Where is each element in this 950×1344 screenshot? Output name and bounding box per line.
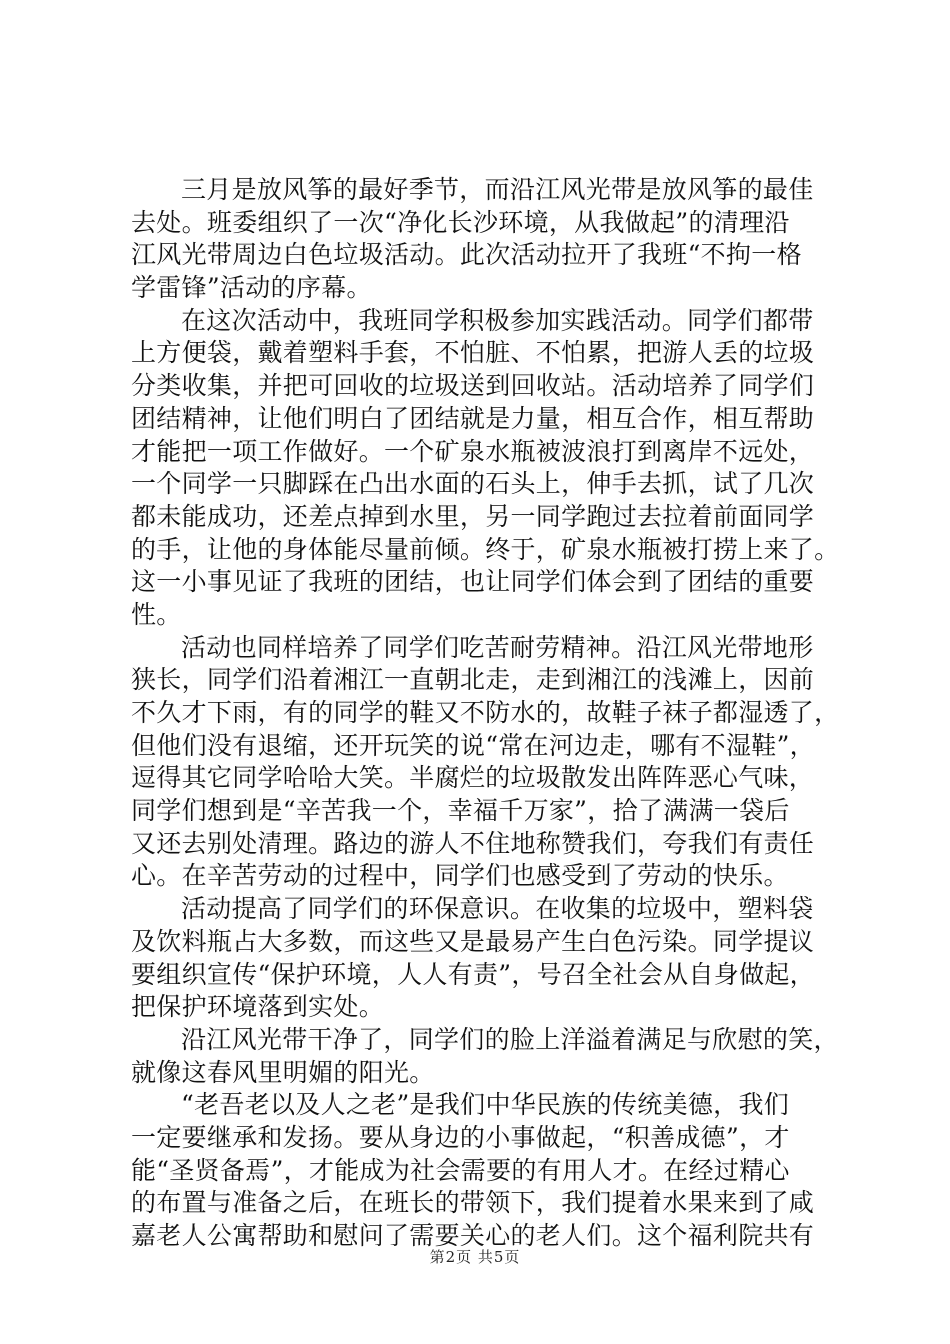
text-line: 上方便袋，戴着塑料手套，不怕脏、不怕累，把游人丢的垃圾 <box>131 338 815 368</box>
text-line: 这一小事见证了我班的团结，也让同学们体会到了团结的重要 <box>131 567 815 597</box>
text-line: 及饮料瓶占大多数，而这些又是最易产生白色污染。同学提议 <box>131 926 815 956</box>
text-line: 逗得其它同学哈哈大笑。半腐烂的垃圾散发出阵阵恶心气味， <box>131 763 815 793</box>
page-footer: 第2页 共5页 <box>429 1248 521 1266</box>
paragraph-first-line: 沿江风光带干净了，同学们的脸上洋溢着满足与欣慰的笑， <box>181 1024 839 1054</box>
paragraph-first-line: 三月是放风筝的最好季节，而沿江风光带是放风筝的最佳 <box>181 175 814 204</box>
text-line: 分类收集，并把可回收的垃圾送到回收站。活动培养了同学们 <box>131 371 815 401</box>
text-line: 性。 <box>131 599 182 629</box>
text-line: 但他们没有退缩，还开玩笑的说“常在河边走，哪有不湿鞋”， <box>131 730 815 760</box>
text-line: 就像这春风里明媚的阳光。 <box>131 1057 435 1087</box>
text-line: 要组织宣传“保护环境，人人有责”，号召全社会从自身做起， <box>131 959 815 989</box>
text-line: 不久才下雨，有的同学的鞋又不防水的，故鞋子袜子都湿透了， <box>131 698 840 727</box>
text-line: 学雷锋”活动的序幕。 <box>131 273 372 303</box>
text-line: 一定要继承和发扬。要从身边的小事做起，“积善成德”，才 <box>131 1122 790 1152</box>
text-line: 又还去别处清理。路边的游人不住地称赞我们，夸我们有责任 <box>131 828 815 858</box>
paragraph-first-line: 在这次活动中，我班同学积极参加实践活动。同学们都带 <box>181 305 814 335</box>
text-line: 把保护环境落到实处。 <box>131 992 385 1022</box>
text-line: 能“圣贤备焉”，才能成为社会需要的有用人才。在经过精心 <box>131 1155 790 1185</box>
text-line: 团结精神，让他们明白了团结就是力量，相互合作，相互帮助 <box>131 403 815 433</box>
text-line: 一个同学一只脚踩在凸出水面的石头上，伸手去抓，试了几次 <box>131 469 815 499</box>
paragraph-first-line: 活动提高了同学们的环保意识。在收集的垃圾中，塑料袋 <box>181 894 814 924</box>
paragraph-first-line: 活动也同样培养了同学们吃苦耐劳精神。沿江风光带地形 <box>181 632 814 662</box>
text-line: 都未能成功，还差点掉到水里，另一同学跑过去拉着前面同学 <box>131 501 815 531</box>
document-body <box>131 174 840 1253</box>
text-line: 的手，让他的身体能尽量前倾。终于，矿泉水瓶被打捞上来了。 <box>131 534 840 564</box>
text-line: 的布置与准备之后，在班长的带领下，我们提着水果来到了咸 <box>131 1188 815 1218</box>
text-line: 心。在辛苦劳动的过程中，同学们也感受到了劳动的快乐。 <box>131 861 789 891</box>
text-line: 才能把一项工作做好。一个矿泉水瓶被波浪打到离岸不远处， <box>131 436 815 466</box>
text-line: 同学们想到是“辛苦我一个，幸福千万家”，拾了满满一袋后 <box>131 796 790 826</box>
paragraph-first-line: “老吾老以及人之老”是我们中华民族的传统美德，我们 <box>181 1090 790 1120</box>
text-line: 嘉老人公寓帮助和慰问了需要关心的老人们。这个福利院共有 <box>131 1221 815 1250</box>
text-line: 江风光带周边白色垃圾活动。此次活动拉开了我班“不拘一格 <box>131 240 802 270</box>
text-line: 去处。班委组织了一次“净化长沙环境，从我做起”的清理沿 <box>131 207 790 237</box>
text-line: 狭长，同学们沿着湘江一直朝北走，走到湘江的浅滩上，因前 <box>131 665 815 695</box>
